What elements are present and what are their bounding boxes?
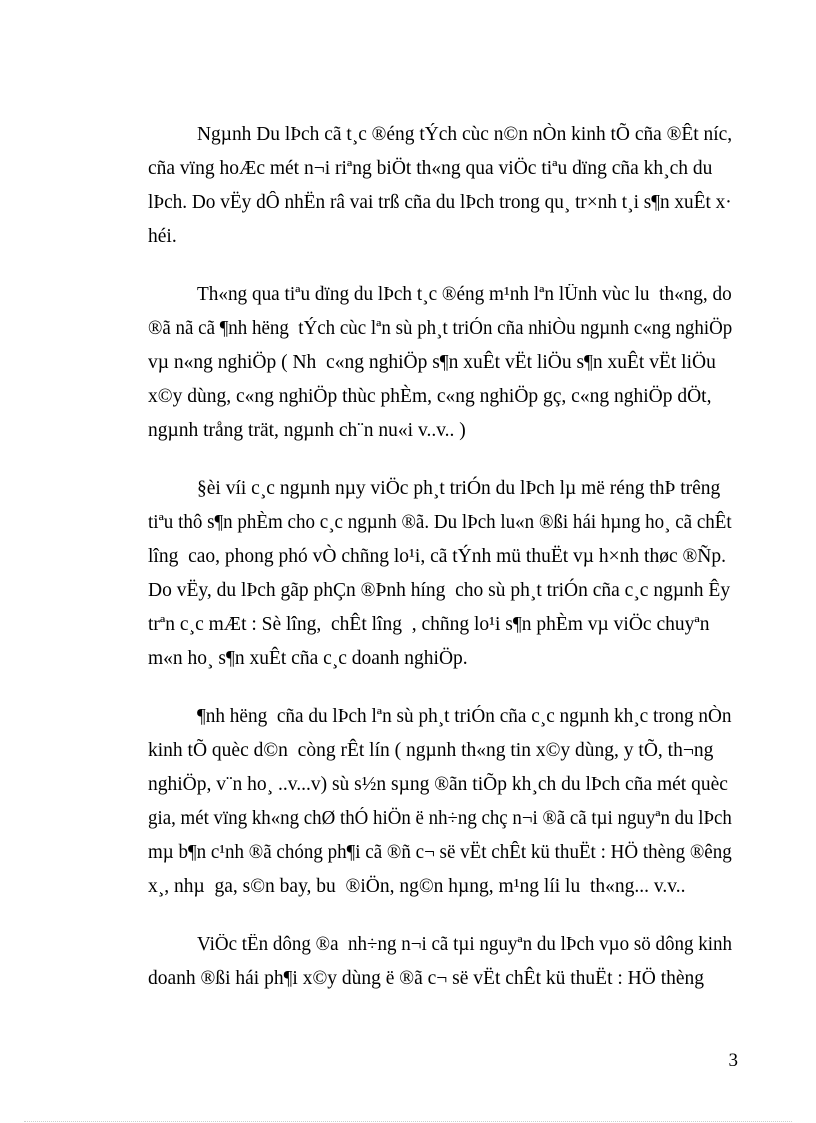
text-line: ®ã nã cã ¶nh hëng tÝch cùc lªn sù ph¸t triÓn cña nhiÒu ngµnh c«ng nghiÖp [148,318,733,339]
text-line: gia, mét vïng kh«ng chØ thÓ hiÖn ë nh÷ng chç n¬i ®ã cã tµi nguyªn du lÞch [148,808,732,829]
text-line: trªn c¸c mÆt : Sè lîng, chÊt lîng , chñng lo¹i s¶n phÈm vµ viÖc chuyªn [148,614,710,635]
text-line: tiªu thô s¶n phÈm cho c¸c ngµnh ®ã. Du lÞch lu«n ®ßi hái hµng ho¸ cã chÊt [148,512,732,533]
text-line: héi. [148,226,177,247]
text-line: lîng cao, phong phó vÒ chñng lo¹i, cã tÝnh mü thuËt vµ h×nh thøc ®Ñp. [148,546,726,567]
text-line: doanh ®ßi hái ph¶i x©y dùng ë ®ã c¬ së vËt chÊt kü thuËt : HÖ thèng [148,968,705,989]
text-line: m«n ho¸ s¶n xuÊt cña c¸c doanh nghiÖp. [148,648,468,669]
page-number: 3 [728,1050,738,1071]
text-line: Th«ng qua tiªu dïng du lÞch t¸c ®éng m¹nh lªn lÜnh vùc lu th«ng, do [197,284,732,305]
page-bottom-divider [24,1121,792,1122]
text-line: x¸, nhµ ga, s©n bay, bu ®iÖn, ng©n hµng, m¹ng líi lu th«ng... v.v.. [148,876,686,897]
text-line: Ngµnh Du lÞch cã t¸c ®éng tÝch cùc n©n nÒn kinh tÕ cña ®Êt níc, [197,124,733,145]
text-line: §èi víi c¸c ngµnh nµy viÖc ph¸t triÓn du lÞch lµ më réng thÞ trêng [197,478,721,499]
text-line: x©y dùng, c«ng nghiÖp thùc phÈm, c«ng nghiÖp gç, c«ng nghiÖp dÖt, [148,386,712,407]
text-line: ¶nh hëng cña du lÞch lªn sù ph¸t triÓn cña c¸c ngµnh kh¸c trong nÒn [197,706,732,727]
text-line: vµ n«ng nghiÖp ( Nh c«ng nghiÖp s¶n xuÊt vËt liÖu s¶n xuÊt vËt liÖu [148,352,716,373]
text-line: cña vïng hoÆc mét n¬i riªng biÖt th«ng qua viÖc tiªu dïng cña kh¸ch du [148,158,713,179]
text-line: lÞch. Do vËy dÔ nhËn râ vai trß cña du lÞch trong qu¸ tr×nh t¸i s¶n xuÊt x· [148,192,732,213]
text-line: nghiÖp, v¨n ho¸ ..v...v) sù s½n sµng ®ãn tiÕp kh¸ch du lÞch cña mét quèc [148,774,728,795]
text-line: ngµnh trång trät, ngµnh ch¨n nu«i v..v.. ) [148,420,466,441]
text-line: kinh tÕ quèc d©n còng rÊt lín ( ngµnh th«ng tin x©y dùng, y tÕ, th¬ng [148,740,714,761]
text-line: mµ b¶n c¹nh ®ã chóng ph¶i cã ®ñ c¬ së vËt chÊt kü thuËt : HÖ thèng ®êng [148,842,732,863]
text-line: Do vËy, du lÞch gãp phÇn ®Þnh híng cho sù ph¸t triÓn cña c¸c ngµnh Êy [148,580,731,601]
text-line: ViÖc tËn dông ®a nh÷ng n¬i cã tµi nguyªn du lÞch vµo sö dông kinh [197,934,733,955]
